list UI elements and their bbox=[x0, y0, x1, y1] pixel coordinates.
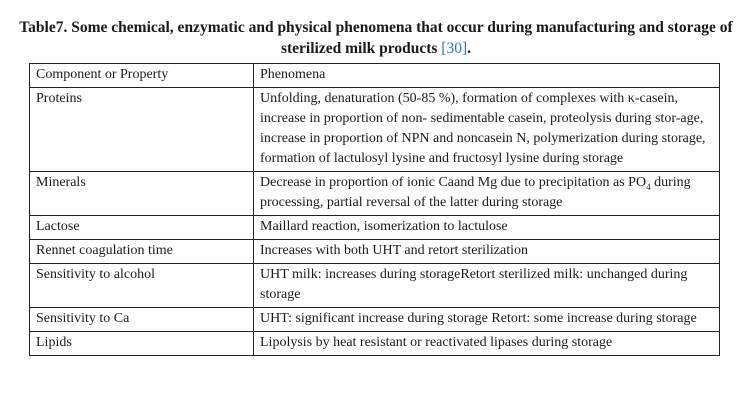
row-component: Proteins bbox=[30, 88, 254, 172]
row-component: Lipids bbox=[30, 332, 254, 356]
table-header-row bbox=[30, 64, 720, 88]
row-phenomena: Unfolding, denaturation (50-85 %), formation of complexes with κ-casein, increase in proportion of non- sedimentable casein, proteolysis during stor-age, increase in proportion of NPN and noncasein N, polymerization during storage, formation of lactulosyl lysine and fructosyl lysine during storage bbox=[254, 88, 720, 172]
subscript: 4 bbox=[646, 181, 651, 192]
header-component: Component or Property bbox=[30, 64, 254, 88]
phenomena-text-part2: during processing, partial reversal of the latter during storage bbox=[260, 175, 691, 210]
table-caption bbox=[8, 17, 744, 59]
row-phenomena: Maillard reaction, isomerization to lactulose bbox=[254, 216, 720, 240]
row-phenomena: Increases with both UHT and retort sterilization bbox=[254, 240, 720, 264]
table-row bbox=[30, 216, 720, 240]
table-row bbox=[30, 332, 720, 356]
row-component: Lactose bbox=[30, 216, 254, 240]
row-component: Minerals bbox=[30, 172, 254, 216]
row-component: Sensitivity to alcohol bbox=[30, 264, 254, 308]
caption-end: . bbox=[467, 40, 471, 57]
row-component: Sensitivity to Ca bbox=[30, 308, 254, 332]
phenomena-text-part1: Decrease in proportion of ionic Caand Mg due to precipitation as PO bbox=[260, 175, 647, 190]
row-component: Rennet coagulation time bbox=[30, 240, 254, 264]
phenomena-table bbox=[29, 63, 720, 356]
table-row bbox=[30, 308, 720, 332]
table-row bbox=[30, 172, 720, 216]
header-phenomena: Phenomena bbox=[254, 64, 720, 88]
table-row bbox=[30, 264, 720, 308]
row-phenomena bbox=[254, 172, 720, 216]
table-row bbox=[30, 88, 720, 172]
row-phenomena: UHT: significant increase during storage Retort: some increase during storage bbox=[254, 308, 720, 332]
reference-link[interactable]: [30] bbox=[441, 40, 468, 57]
row-phenomena: UHT milk: increases during storageRetort sterilized milk: unchanged during storage bbox=[254, 264, 720, 308]
row-phenomena: Lipolysis by heat resistant or reactivated lipases during storage bbox=[254, 332, 720, 356]
caption-text: Table7. Some chemical, enzymatic and physical phenomena that occur during manufacturing and storage of sterilized milk products bbox=[19, 19, 733, 57]
table-row bbox=[30, 240, 720, 264]
